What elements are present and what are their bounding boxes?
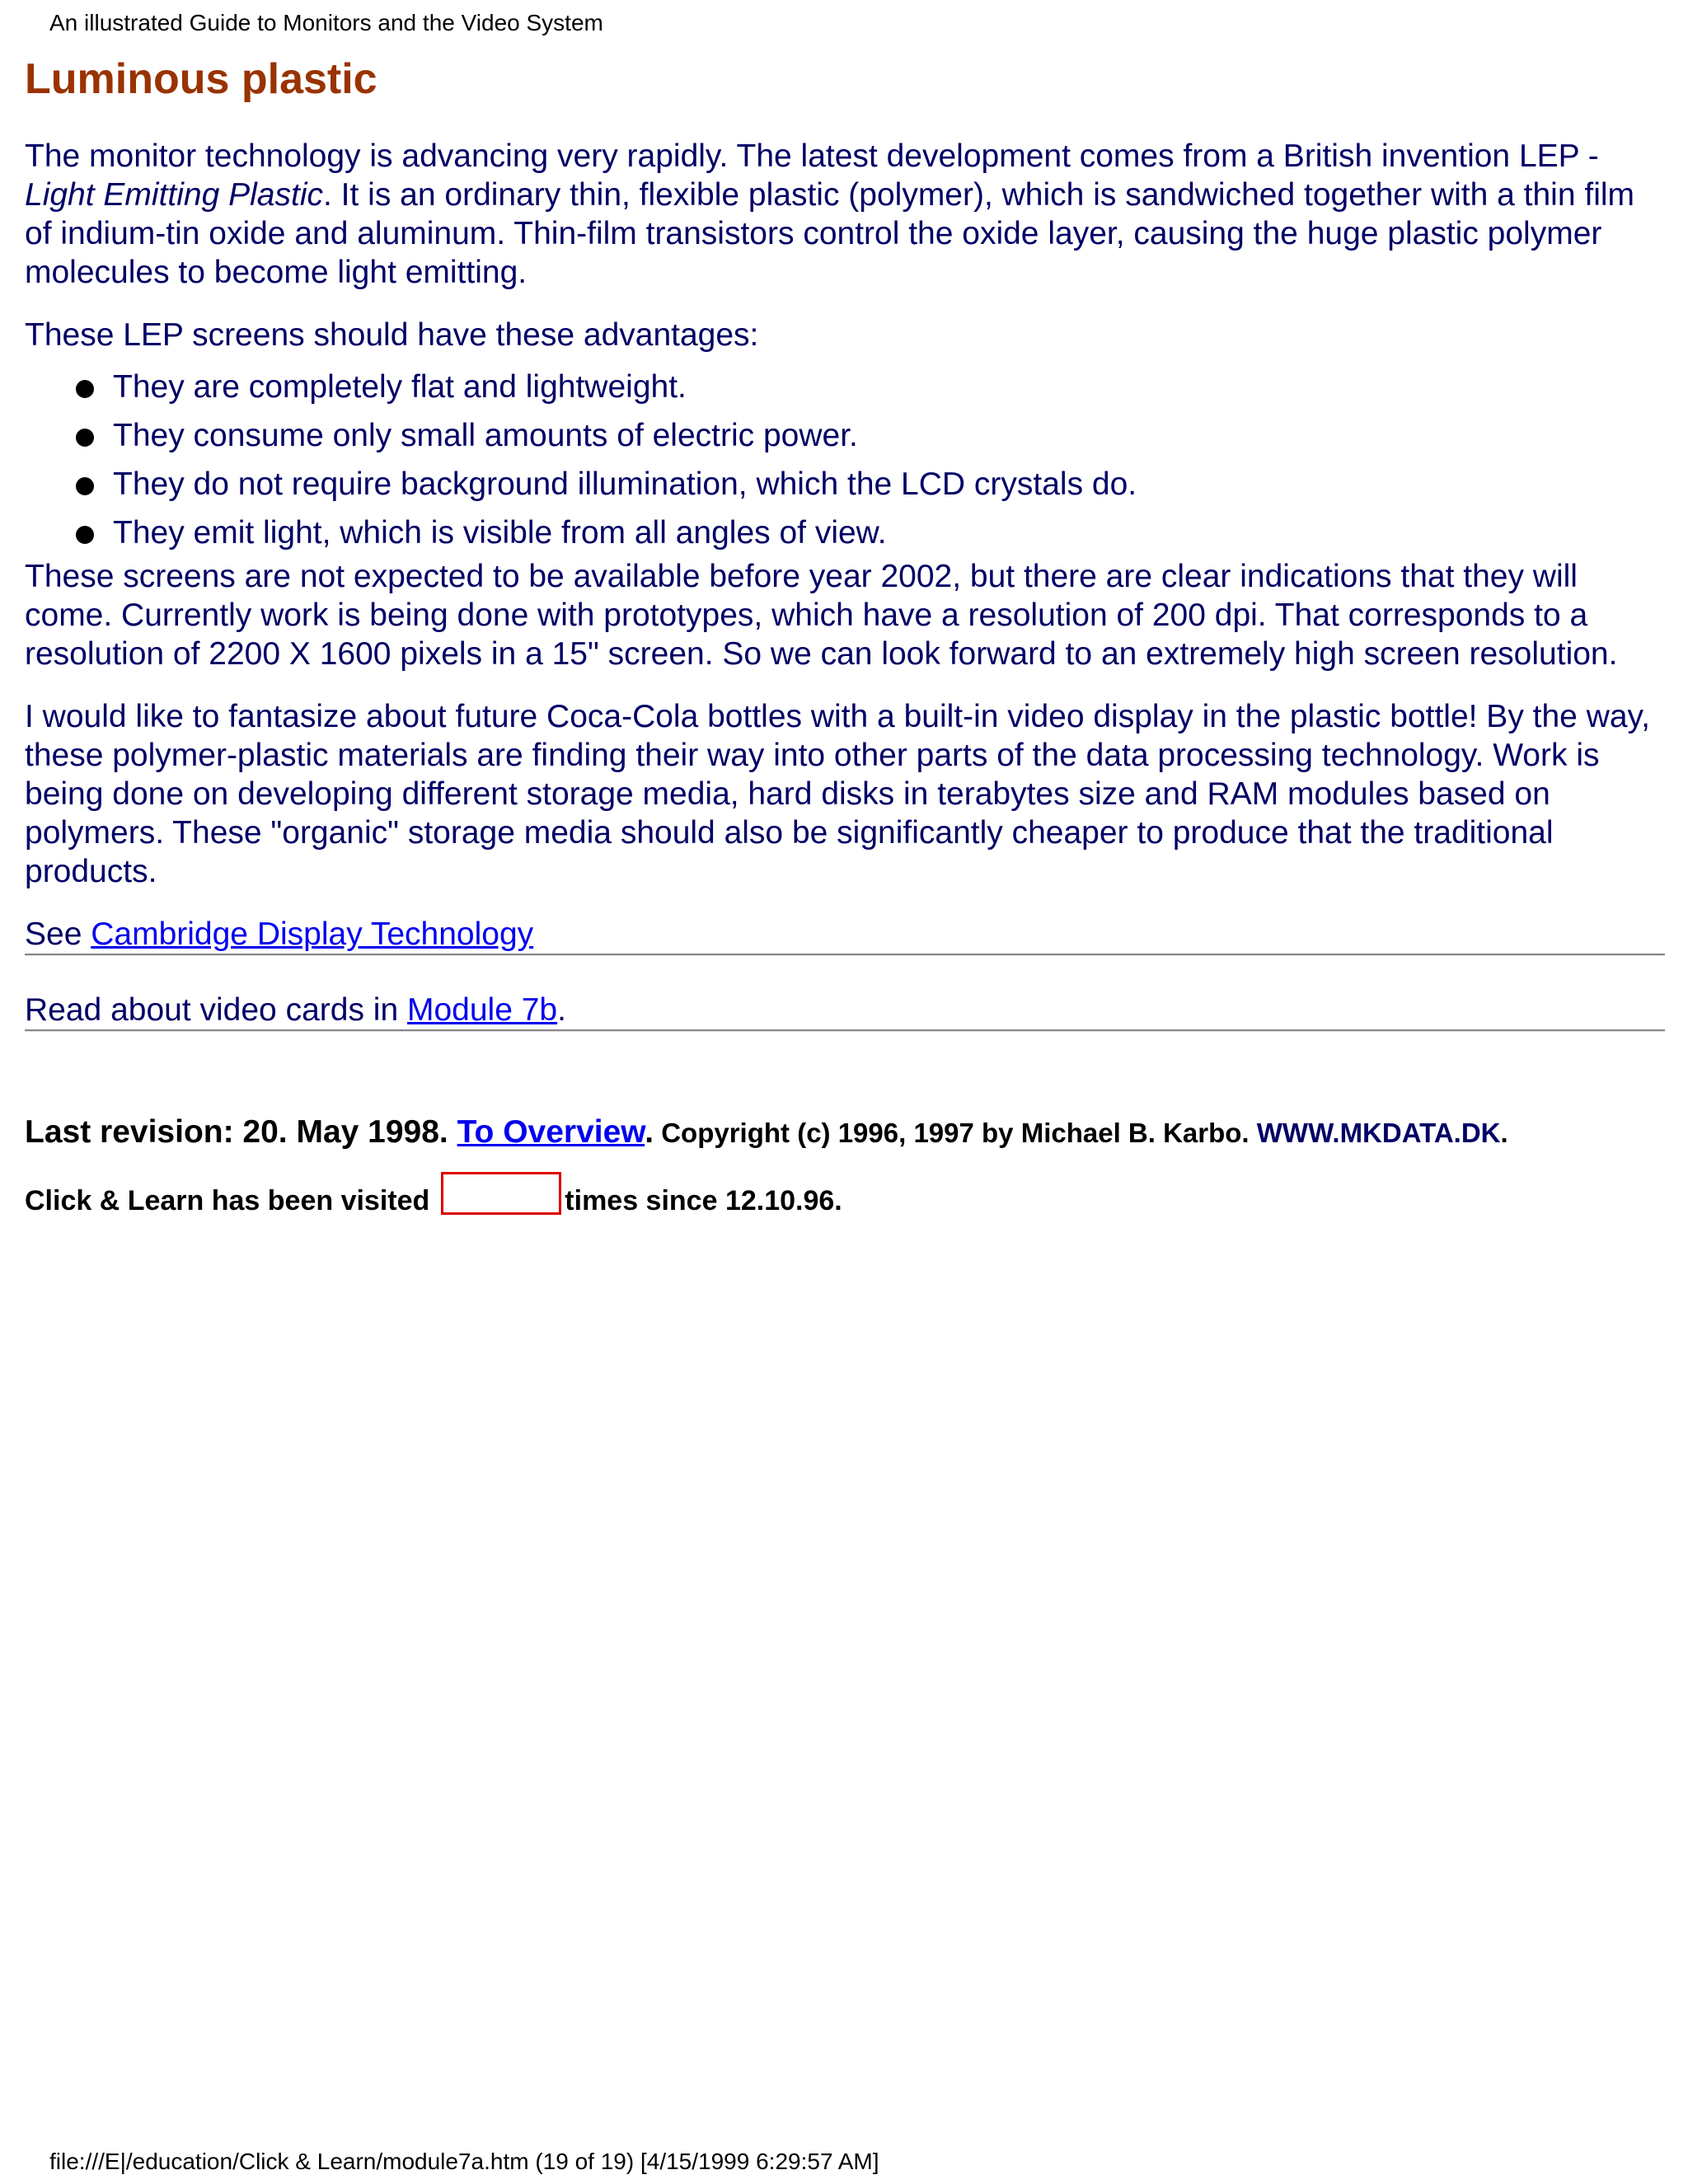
- list-item-text: They consume only small amounts of electric power.: [113, 418, 858, 453]
- page-title: Luminous plastic: [25, 55, 377, 103]
- counter-image-placeholder: [441, 1172, 561, 1215]
- site-name: WWW.MKDATA.DK: [1256, 1118, 1501, 1148]
- intro-text-part1: The monitor technology is advancing very rapidly. The latest development comes from a British invention LEP -: [25, 138, 1599, 174]
- fantasy-paragraph: I would like to fantasize about future Coca-Cola bottles with a built-in video display in the plastic bottle! By the way, these polymer-plastic materials are finding their way into other parts of the data processing technology. Work is being done on developing different storage media, hard disks in terabytes size and RAM modules based on polymers. These "organic" storage media should also be significantly cheaper to produce that the traditional products.: [25, 699, 1650, 889]
- print-header-title: An illustrated Guide to Monitors and the Video System: [49, 10, 603, 35]
- list-item-text: They do not require background illumination, which the LCD crystals do.: [113, 466, 1137, 502]
- list-item: [113, 509, 1665, 557]
- advantages-list: [25, 363, 1665, 557]
- module-7b-link[interactable]: Module 7b: [406, 992, 558, 1028]
- intro-italic-term: Light Emitting Plastic: [25, 177, 323, 213]
- list-item: [113, 411, 1665, 460]
- counter-suffix: times since 12.10.96.: [565, 1185, 842, 1216]
- copyright-text: Copyright (c) 1996, 1997 by Michael B. Karbo.: [654, 1118, 1257, 1148]
- advantages-intro: These LEP screens should have these advantages:: [25, 317, 759, 353]
- page-content: [25, 49, 1665, 1221]
- bullet-icon: [76, 380, 94, 398]
- footer-revision: [25, 1113, 1665, 1152]
- list-item-text: They emit light, which is visible from all angles of view.: [113, 515, 887, 551]
- overview-suffix: .: [645, 1114, 654, 1150]
- list-item-text: They are completely flat and lightweight.: [113, 369, 687, 405]
- list-item: [113, 460, 1665, 509]
- list-item: [113, 363, 1665, 411]
- availability-paragraph: These screens are not expected to be available before year 2002, but there are clear indications that they will come. Currently work is being done with prototypes, which have a resolution of 200 dpi. That corresponds to a resolution of 2200 X 1600 pixels in a 15" screen. So we can look forward to an extremely high screen resolution.: [25, 559, 1618, 672]
- divider: [25, 954, 1665, 956]
- module-paragraph: [25, 991, 1665, 1029]
- module-suffix: .: [557, 992, 566, 1028]
- see-prefix: See: [25, 916, 91, 952]
- visit-counter-line: [25, 1172, 1665, 1221]
- see-also-paragraph: [25, 915, 1665, 954]
- intro-paragraph: [25, 137, 1665, 292]
- revision-text: Last revision: 20. May 1998.: [25, 1114, 457, 1150]
- divider: [25, 1029, 1665, 1032]
- bullet-icon: [76, 526, 94, 544]
- counter-prefix: Click & Learn has been visited: [25, 1185, 430, 1216]
- bullet-icon: [76, 429, 94, 447]
- module-prefix: Read about video cards in: [25, 992, 407, 1028]
- bullet-icon: [76, 477, 94, 495]
- to-overview-link[interactable]: To Overview: [457, 1114, 645, 1150]
- site-suffix: .: [1500, 1118, 1508, 1148]
- print-footer-path: file:///E|/education/Click & Learn/module7a.htm (19 of 19) [4/15/1999 6:29:57 AM]: [49, 2149, 879, 2174]
- intro-text-part2: . It is an ordinary thin, flexible plastic (polymer), which is sandwiched together with a thin film of indium-tin oxide and aluminum. Thin-film transistors control the oxide layer, causing the huge plastic polymer molecules to become light emitting.: [25, 177, 1635, 290]
- cambridge-display-link[interactable]: Cambridge Display Technology: [91, 916, 534, 952]
